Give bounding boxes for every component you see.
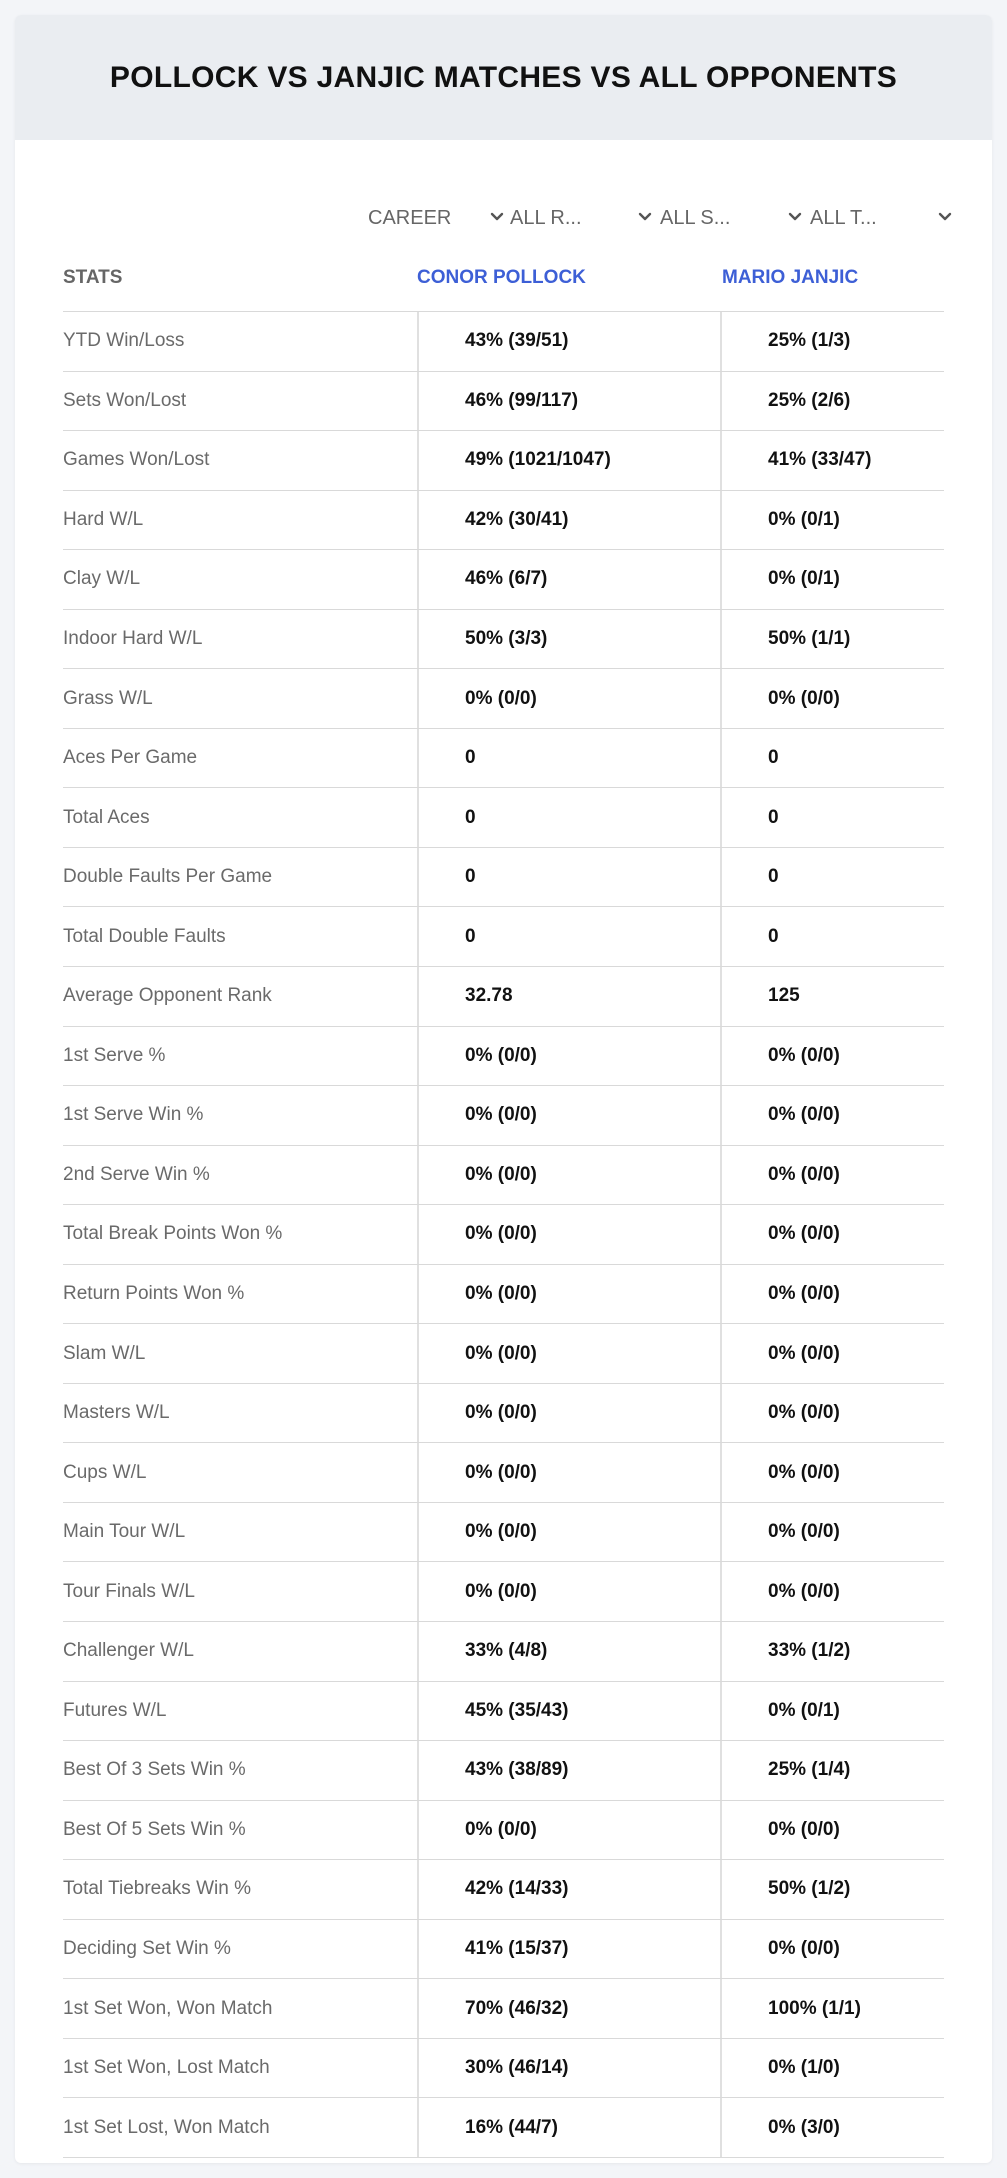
player2-value: 0% (0/0) xyxy=(768,1342,840,1364)
player2-value: 25% (1/4) xyxy=(768,1759,851,1781)
player2-value: 0% (0/0) xyxy=(768,1402,840,1424)
stats-column-header: STATS xyxy=(63,267,123,288)
filter-period-label: CAREER xyxy=(368,206,452,229)
player1-value: 49% (1021/1047) xyxy=(465,449,611,471)
player2-value: 41% (33/47) xyxy=(768,449,872,471)
player1-value: 0% (0/0) xyxy=(465,687,537,709)
stat-label: Hard W/L xyxy=(63,508,144,530)
player2-value: 0% (0/1) xyxy=(768,568,840,590)
table-row xyxy=(63,1384,944,1444)
table-row xyxy=(63,1860,944,1920)
stat-label: Futures W/L xyxy=(63,1699,167,1721)
stat-label: Masters W/L xyxy=(63,1402,170,1424)
table-row xyxy=(63,550,944,610)
player1-value: 0 xyxy=(465,925,476,947)
player1-value: 42% (30/41) xyxy=(465,508,569,530)
player2-value: 0% (0/0) xyxy=(768,1461,840,1483)
stat-label: Double Faults Per Game xyxy=(63,866,273,888)
player2-value: 0% (0/0) xyxy=(768,1938,840,1960)
player2-value: 33% (1/2) xyxy=(768,1640,851,1662)
stat-label: 1st Serve Win % xyxy=(63,1104,204,1126)
table-row xyxy=(63,907,944,967)
filter-tournament-select[interactable] xyxy=(810,191,877,245)
player1-value: 0% (0/0) xyxy=(465,1402,537,1424)
table-row xyxy=(63,1801,944,1861)
table-header xyxy=(63,245,944,312)
player2-value: 25% (1/3) xyxy=(768,330,851,352)
player2-value: 0% (0/0) xyxy=(768,1163,840,1185)
stat-label: Best Of 5 Sets Win % xyxy=(63,1818,246,1840)
stat-label: Grass W/L xyxy=(63,687,153,709)
table-row xyxy=(63,610,944,670)
player1-value: 46% (6/7) xyxy=(465,568,548,590)
table-row xyxy=(63,1146,944,1206)
filter-bar xyxy=(15,191,992,245)
filter-tournament-label: ALL T... xyxy=(810,206,877,229)
player2-value: 0 xyxy=(768,747,779,769)
stat-label: Tour Finals W/L xyxy=(63,1580,195,1602)
stat-label: YTD Win/Loss xyxy=(63,330,185,352)
stat-label: Aces Per Game xyxy=(63,747,198,769)
filter-surface-label: ALL S... xyxy=(660,206,731,229)
player1-value: 0% (0/0) xyxy=(465,1163,537,1185)
player2-value: 0% (0/0) xyxy=(768,1104,840,1126)
table-row xyxy=(63,1086,944,1146)
player1-value: 0% (0/0) xyxy=(465,1461,537,1483)
player1-value: 30% (46/14) xyxy=(465,2057,569,2079)
stat-label: Games Won/Lost xyxy=(63,449,210,471)
table-row xyxy=(63,1979,944,2039)
table-row xyxy=(63,967,944,1027)
player2-value: 25% (2/6) xyxy=(768,389,851,411)
page-title: POLLOCK VS JANJIC MATCHES VS ALL OPPONENTS xyxy=(109,60,898,94)
table-row xyxy=(63,1682,944,1742)
table-row xyxy=(63,2098,944,2158)
stat-label: 1st Set Lost, Won Match xyxy=(63,2116,270,2138)
table-row xyxy=(63,312,944,372)
table-row xyxy=(63,848,944,908)
chevron-down-icon xyxy=(786,208,804,226)
player2-value: 0% (0/1) xyxy=(768,1699,840,1721)
stat-label: Return Points Won % xyxy=(63,1283,245,1305)
stat-label: Slam W/L xyxy=(63,1342,146,1364)
table-row xyxy=(63,431,944,491)
stat-label: Average Opponent Rank xyxy=(63,985,272,1007)
table-row xyxy=(63,2039,944,2099)
table-row xyxy=(63,372,944,432)
player2-value: 0% (0/0) xyxy=(768,1818,840,1840)
table-row xyxy=(63,669,944,729)
player1-value: 0% (0/0) xyxy=(465,1283,537,1305)
player2-value: 0% (0/1) xyxy=(768,508,840,530)
player2-value: 0% (0/0) xyxy=(768,1283,840,1305)
player1-value: 45% (35/43) xyxy=(465,1699,569,1721)
player1-value: 0% (0/0) xyxy=(465,1521,537,1543)
player1-value: 70% (46/32) xyxy=(465,1997,569,2019)
table-row xyxy=(63,1265,944,1325)
table-row xyxy=(63,1920,944,1980)
stat-label: Cups W/L xyxy=(63,1461,147,1483)
player1-value: 43% (39/51) xyxy=(465,330,569,352)
stat-label: 1st Set Won, Lost Match xyxy=(63,2057,270,2079)
chevron-down-icon xyxy=(488,208,506,226)
filter-surface-select[interactable] xyxy=(660,191,730,245)
filter-round-select[interactable] xyxy=(510,191,582,245)
player2-value: 0% (0/0) xyxy=(768,1580,840,1602)
chevron-down-icon xyxy=(636,208,654,226)
table-row xyxy=(63,1503,944,1563)
player1-value: 43% (38/89) xyxy=(465,1759,569,1781)
stat-label: Challenger W/L xyxy=(63,1640,194,1662)
player1-value: 0% (0/0) xyxy=(465,1223,537,1245)
player2-value: 125 xyxy=(768,985,800,1007)
table-row xyxy=(63,1622,944,1682)
stat-label: Indoor Hard W/L xyxy=(63,628,203,649)
chevron-down-icon xyxy=(936,208,954,226)
player2-value: 0% (1/0) xyxy=(768,2057,840,2079)
player2-value: 0% (0/0) xyxy=(768,1521,840,1543)
page-header xyxy=(15,15,992,140)
stat-label: Sets Won/Lost xyxy=(63,389,187,411)
player1-value: 50% (3/3) xyxy=(465,628,548,649)
stats-table xyxy=(63,245,944,2158)
player1-value: 0% (0/0) xyxy=(465,1342,537,1364)
player1-value: 0 xyxy=(465,806,476,828)
player2-value: 0% (0/0) xyxy=(768,1044,840,1066)
stat-label: Clay W/L xyxy=(63,568,141,590)
player1-value: 0% (0/0) xyxy=(465,1104,537,1126)
stat-label: Best Of 3 Sets Win % xyxy=(63,1759,246,1781)
player1-value: 0% (0/0) xyxy=(465,1044,537,1066)
player1-value: 16% (44/7) xyxy=(465,2116,558,2138)
stat-label: 1st Set Won, Won Match xyxy=(63,1997,273,2019)
table-row xyxy=(63,1205,944,1265)
stat-label: Total Tiebreaks Win % xyxy=(63,1878,251,1900)
table-row xyxy=(63,788,944,848)
player1-value: 0 xyxy=(465,866,476,888)
player1-value: 0% (0/0) xyxy=(465,1818,537,1840)
player1-link[interactable]: CONOR POLLOCK xyxy=(417,267,586,288)
stat-label: 1st Serve % xyxy=(63,1044,166,1066)
table-row xyxy=(63,1443,944,1503)
player1-value: 46% (99/117) xyxy=(465,389,579,411)
stat-label: Total Double Faults xyxy=(63,925,226,947)
table-row xyxy=(63,1324,944,1384)
player1-value: 33% (4/8) xyxy=(465,1640,548,1662)
player2-value: 0 xyxy=(768,866,779,888)
player1-value: 0 xyxy=(465,747,476,769)
player1-value: 32.78 xyxy=(465,985,513,1007)
stats-card xyxy=(15,15,992,2163)
table-row xyxy=(63,1741,944,1801)
stat-label: 2nd Serve Win % xyxy=(63,1163,210,1185)
player1-value: 0% (0/0) xyxy=(465,1580,537,1602)
player1-value: 41% (15/37) xyxy=(465,1938,569,1960)
player2-value: 0% (0/0) xyxy=(768,687,840,709)
player2-value: 50% (1/1) xyxy=(768,628,851,649)
player2-link[interactable]: MARIO JANJIC xyxy=(722,267,859,288)
player1-value: 42% (14/33) xyxy=(465,1878,569,1900)
table-row xyxy=(63,491,944,551)
player2-value: 0% (3/0) xyxy=(768,2116,840,2138)
filter-period-select[interactable] xyxy=(368,191,451,245)
stat-label: Total Break Points Won % xyxy=(63,1223,283,1245)
filter-round-label: ALL R... xyxy=(510,206,582,229)
table-row xyxy=(63,729,944,789)
stat-label: Total Aces xyxy=(63,806,150,828)
player2-value: 0% (0/0) xyxy=(768,1223,840,1245)
player2-value: 0 xyxy=(768,925,779,947)
table-body xyxy=(63,312,944,2158)
player2-value: 0 xyxy=(768,806,779,828)
player2-value: 100% (1/1) xyxy=(768,1997,861,2019)
table-row xyxy=(63,1562,944,1622)
stat-label: Main Tour W/L xyxy=(63,1521,186,1543)
stat-label: Deciding Set Win % xyxy=(63,1938,231,1960)
table-row xyxy=(63,1027,944,1087)
player2-value: 50% (1/2) xyxy=(768,1878,851,1900)
